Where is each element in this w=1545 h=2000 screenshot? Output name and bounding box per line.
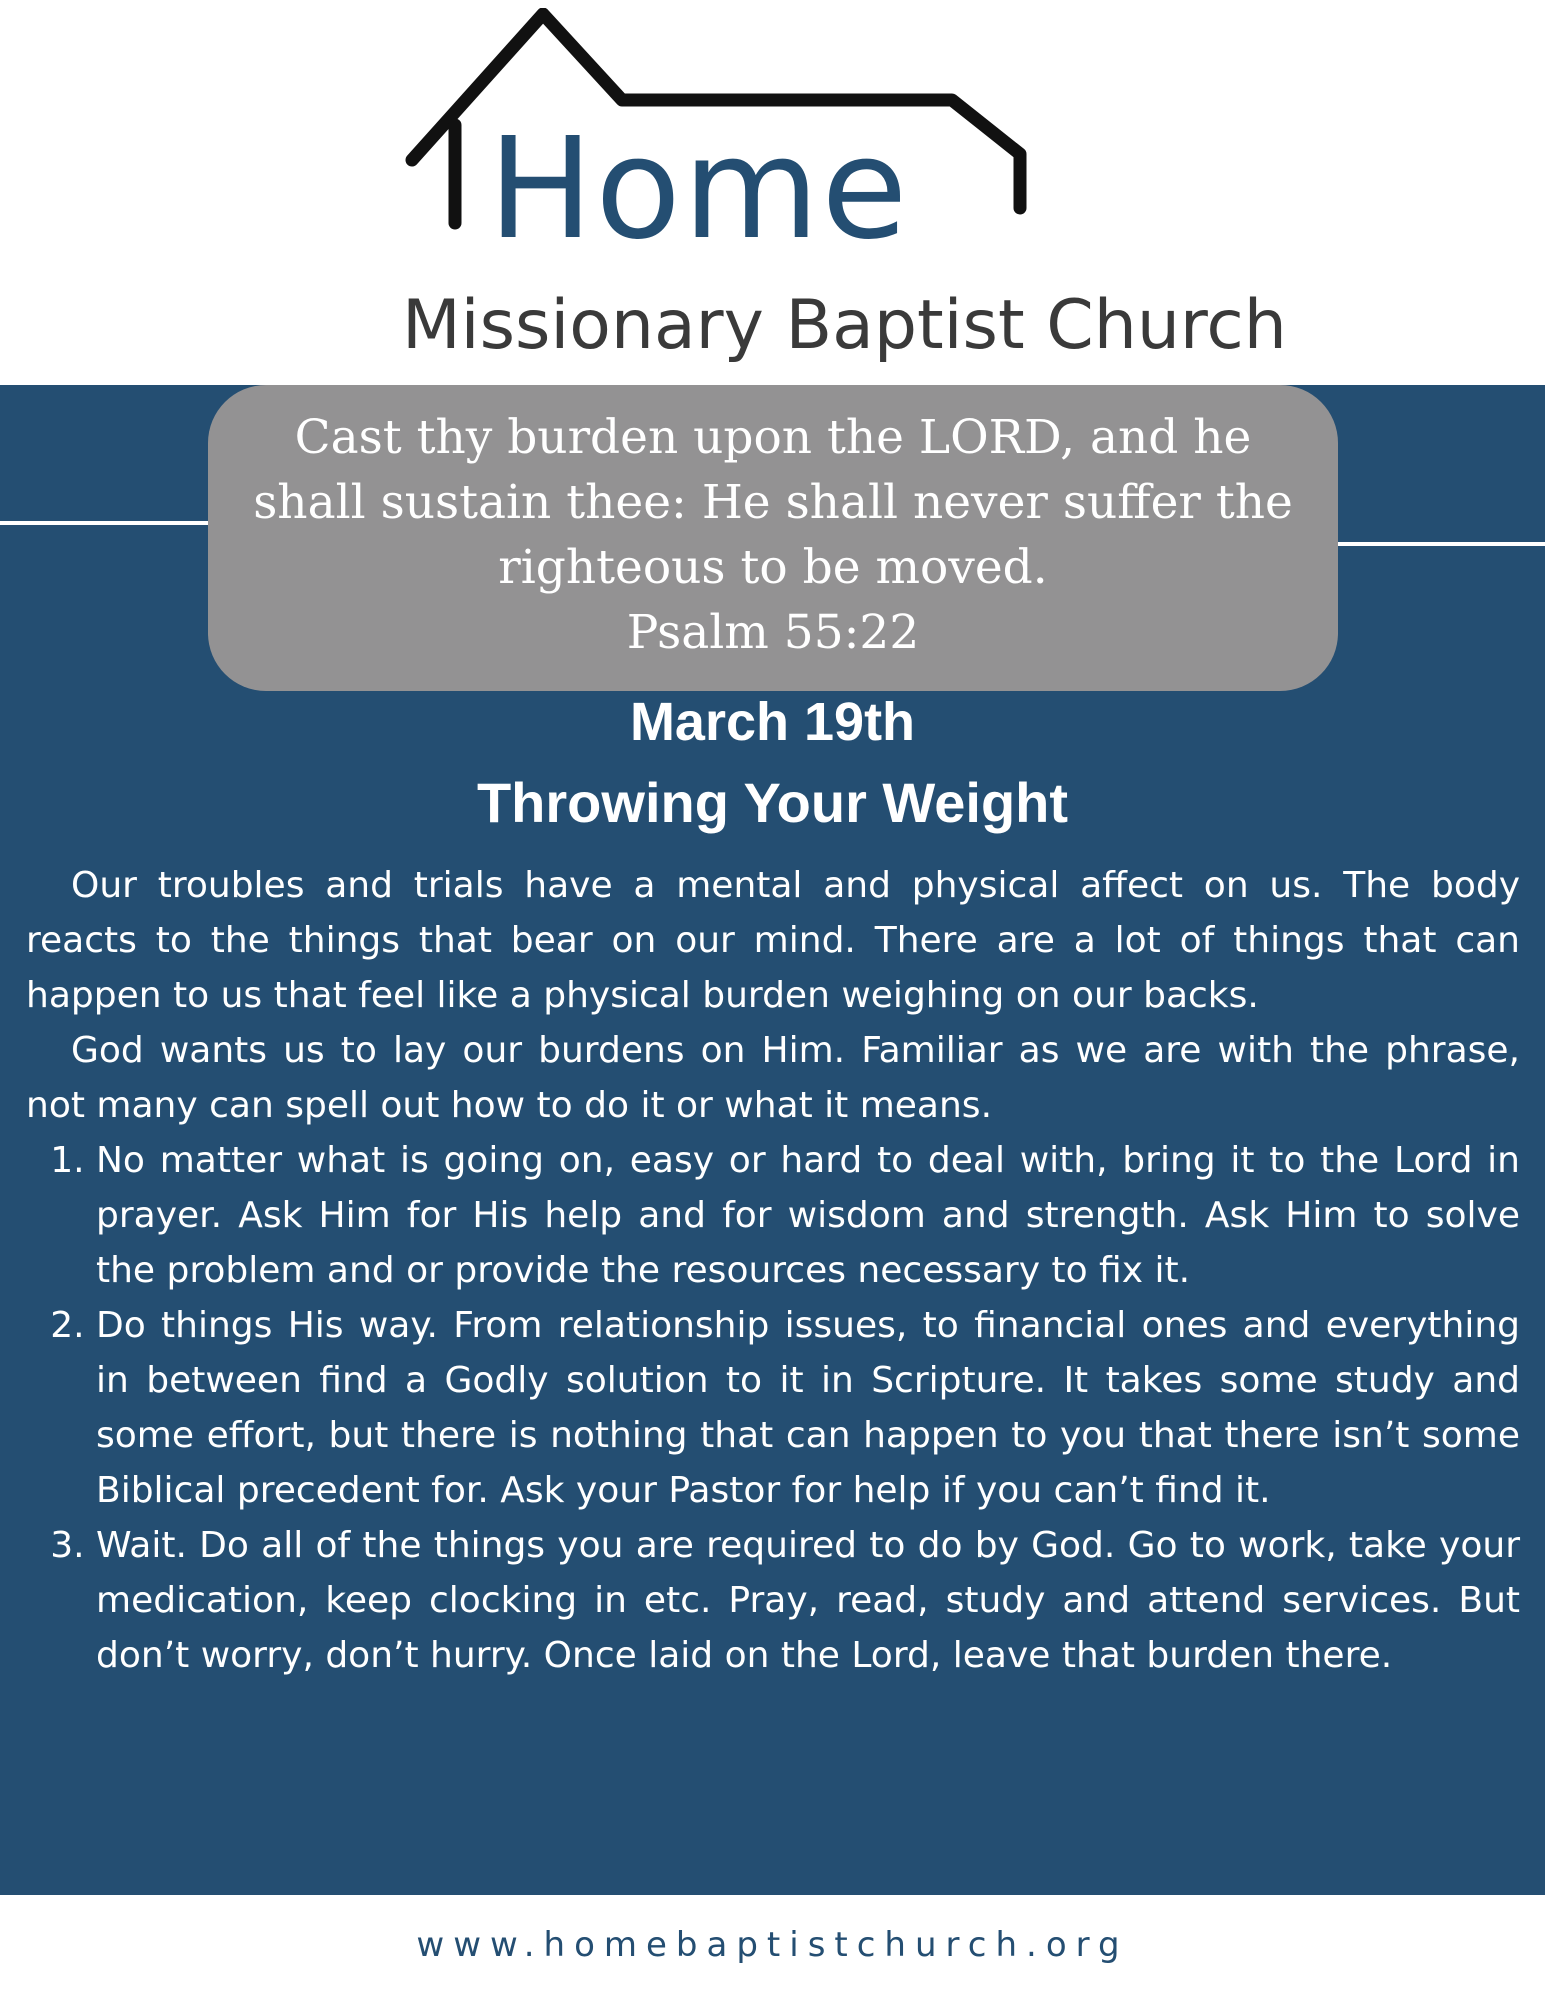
list-item: 3. Wait. Do all of the things you are required to do by God. Go to work, take your medication, keep clocking in etc. Pray, read, study and attend services. But don’t worry, don’t hurry. Once laid on the Lord, leave that burden there. xyxy=(96,1518,1520,1683)
logo-subtitle: Missionary Baptist Church xyxy=(402,286,1287,365)
logo-title: Home xyxy=(488,108,910,271)
devotional-date: March 19th xyxy=(629,692,916,752)
verse-box xyxy=(208,385,1338,691)
verse-text: Cast thy burden upon the LORD, and he shall sustain thee: He shall never suffer the righteous to be moved. xyxy=(253,410,1293,595)
paragraph: God wants us to lay our burdens on Him. Familiar as we are with the phrase, not many can spell out how to do it or what it means. xyxy=(26,1030,1520,1126)
divider-right xyxy=(1335,542,1545,546)
divider-left xyxy=(0,521,210,525)
list-item: 2. Do things His way. From relationship issues, to financial ones and everything in between find a Godly solution to it in Scripture. It takes some study and some effort, but there is nothing that can happen to you that there isn’t some Biblical precedent for. Ask your Pastor for help if you can’t find it. xyxy=(96,1298,1520,1518)
verse-reference: Psalm 55:22 xyxy=(626,605,920,660)
devotional-body xyxy=(26,858,1520,1683)
steps-list xyxy=(26,1133,1520,1683)
paragraph: Our troubles and trials have a mental and physical affect on us. The body reacts to the things that bear on our mind. There are a lot of things that can happen to us that feel like a physical burden weighing on our backs. xyxy=(26,865,1520,1016)
website-link[interactable]: www.homebaptistchurch.org xyxy=(416,1925,1129,1965)
devotional-title: Throwing Your Weight xyxy=(476,771,1069,834)
list-item: 1. No matter what is going on, easy or hard to deal with, bring it to the Lord in prayer. Ask Him for His help and for wisdom and strength. Ask Him to solve the problem and or provide the resources necessary to fix it. xyxy=(96,1133,1520,1298)
header xyxy=(0,0,1545,385)
